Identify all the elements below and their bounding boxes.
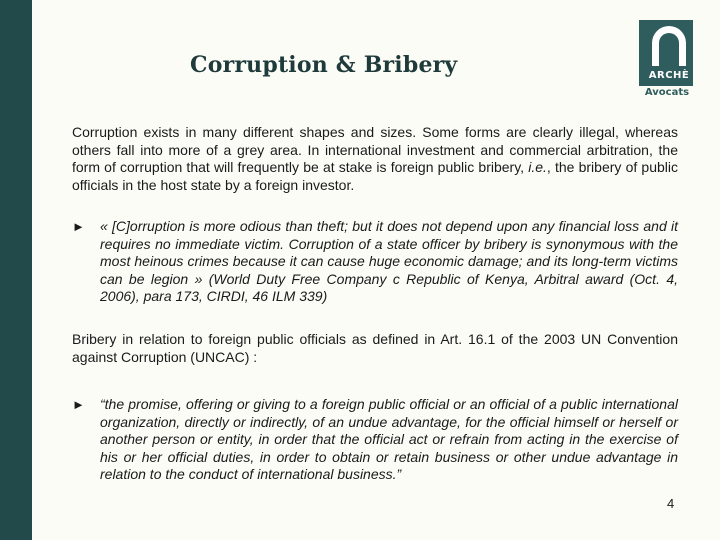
left-sidebar-stripe — [0, 0, 32, 540]
arche-avocats-logo — [636, 20, 698, 102]
uncac-paragraph: Bribery in relation to foreign public officials as defined in Art. 16.1 of the 2003 UN Convention against Corruption (UNCAC) : — [72, 331, 678, 365]
arch-icon — [652, 26, 686, 66]
logo-subtitle: Avocats — [644, 87, 690, 98]
logo-box — [639, 20, 693, 86]
uncac-definition-quote: “the promise, offering or giving to a foreign public official or an official of a public international organization, directly or indirectly, of an undue advantage, for the official himself or herself or another person or entity, in order that the official act or refrain from acting in the exercise of his or her official duties, in order to obtain or retain business or other undue advantage in relation to the conduct of international business.” — [100, 396, 678, 482]
page-number: 4 — [667, 496, 675, 511]
intro-paragraph — [72, 124, 678, 194]
intro-text-ie: i.e. — [528, 159, 547, 175]
intro-text-c: , the bribery of public officials in the host state by a foreign investor. — [72, 159, 678, 193]
kenya-award-quote: « [C]orruption is more odious than theft; but it does not depend upon any financial loss and it requires no immediate victim. Corruption of a state officer by bribery is synonymous with the most heinous crimes because it can cause huge economic damage; and its long-term victims can be legion » (World Duty Free Company c Republic of Kenya, Arbitral award (Oct. 4, 2006), para 173, CIRDI, 46 ILM 339) — [100, 218, 678, 304]
bullet-arrow-icon: ► — [72, 219, 85, 234]
slide-title: Corruption & Bribery — [190, 52, 458, 78]
bullet-arrow-icon: ► — [72, 397, 85, 412]
intro-text-a: Corruption exists in many different shapes and sizes. Some forms are clearly illegal, whereas others fall into more of a grey area. In international investment and commercial arbitration, the form of corruption that will frequently be at stake is foreign public bribery, — [72, 124, 678, 175]
logo-name: ARCHÈ — [648, 70, 690, 81]
